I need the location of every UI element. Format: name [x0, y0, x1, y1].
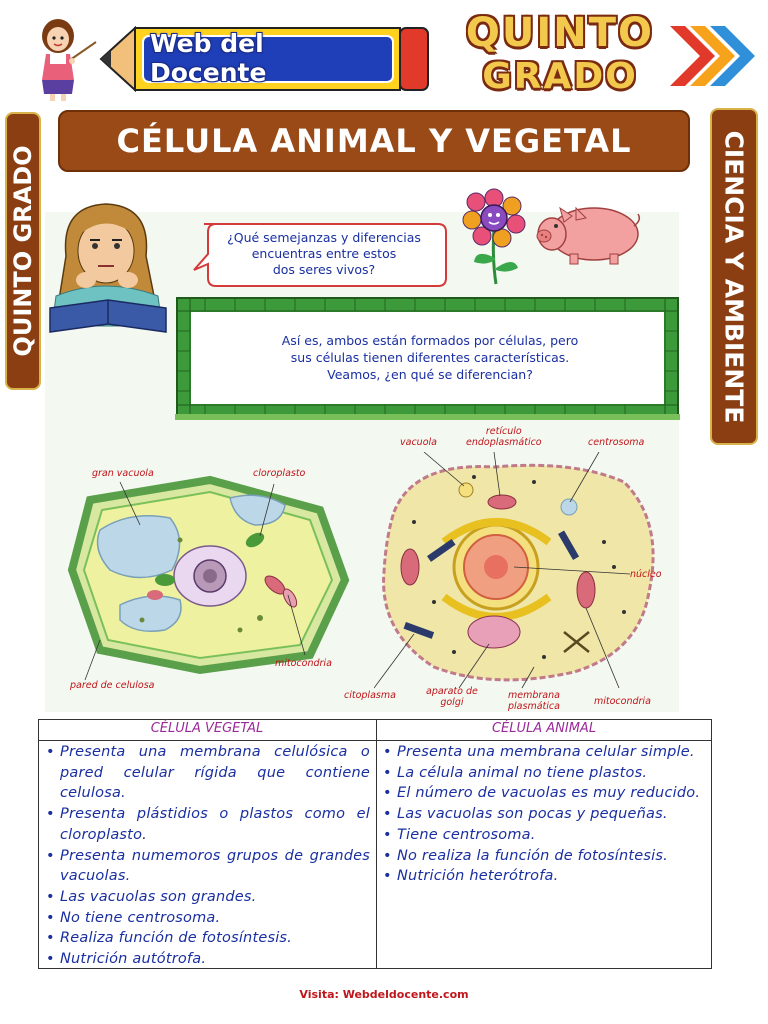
list-item-text: No tiene centrosoma. — [60, 909, 221, 926]
bubble-question — [205, 230, 443, 278]
list-item-text: Nutrición autótrofa. — [60, 951, 207, 968]
label-vacuola: vacuola — [400, 437, 437, 448]
label-membrana — [508, 690, 560, 712]
label-line: endoplasmático — [466, 437, 542, 448]
list-item: • Nutrición autótrofa. — [46, 951, 207, 968]
page-title: CÉLULA ANIMAL Y VEGETAL — [116, 122, 632, 160]
right-side-banner — [710, 108, 758, 445]
bubble-line: ¿Qué semejanzas y diferencias — [227, 230, 421, 245]
list-item: • Las vacuolas son pocas y pequeñas. — [383, 806, 668, 823]
list-item-text: Presenta numemoros grupos de grandes vacuolas. — [60, 847, 370, 885]
label-centrosoma: centrosoma — [588, 437, 645, 448]
teacher-mascot — [28, 14, 100, 102]
label-reticulo — [466, 426, 542, 448]
label-gran-vacuola: gran vacuola — [92, 468, 154, 479]
frame-explanation — [210, 332, 650, 383]
list-item: • Presenta una membrana celulósica o pared celular rígida que contiene celulosa. — [46, 744, 370, 802]
list-item-text: Presenta una membrana celular simple. — [397, 744, 695, 760]
left-side-label: QUINTO GRADO — [9, 145, 37, 357]
list-item: • El número de vacuolas es muy reducido. — [383, 785, 701, 802]
bubble-line: dos seres vivos? — [272, 262, 376, 277]
vegetal-list — [44, 742, 370, 970]
list-item-text: La célula animal no tiene plastos. — [397, 764, 648, 781]
list-item: • Presenta una membrana celular simple. — [383, 744, 695, 760]
table-header-animal: CÉLULA ANIMAL — [491, 721, 597, 736]
list-item-text: Presenta una membrana celulósica o pared celular rígida que contiene celulosa. — [60, 744, 370, 802]
label-line: retículo — [485, 426, 522, 437]
list-item-text: El número de vacuolas es muy reducido. — [397, 785, 701, 802]
list-item-text: Tiene centrosoma. — [397, 826, 536, 843]
right-side-label: CIENCIA Y AMBIENTE — [719, 130, 749, 423]
label-line: plasmática — [508, 701, 560, 712]
list-item: • La célula animal no tiene plastos. — [383, 764, 648, 781]
list-item-text: Las vacuolas son pocas y pequeñas. — [397, 806, 668, 823]
label-citoplasma: citoplasma — [344, 690, 396, 701]
bubble-line: encuentras entre estos — [251, 246, 397, 261]
reading-girl-illustration — [46, 196, 172, 336]
label-cloroplasto: cloroplasto — [253, 468, 306, 479]
label-pared-celulosa: pared de celulosa — [70, 680, 155, 691]
table-header-divider — [38, 740, 712, 741]
grade-title-line1: QUINTO — [465, 10, 655, 56]
footer-link[interactable]: Visita: Webdeldocente.com — [299, 988, 469, 1001]
label-line: membrana — [508, 690, 560, 701]
list-item-text: Las vacuolas son grandes. — [60, 888, 257, 905]
list-item: • Las vacuolas son grandes. — [46, 888, 257, 905]
list-item-text: Presenta plástidios o plastos como el cloroplasto. — [60, 806, 370, 843]
list-item-text: Nutrición heterótrofa. — [397, 868, 559, 885]
list-item: • Tiene centrosoma. — [383, 826, 536, 843]
list-item: • Realiza función de fotosíntesis. — [46, 930, 292, 947]
label-plant-mitocondria: mitocondria — [275, 658, 332, 669]
frame-line: Así es, ambos están formados por células, pero — [281, 333, 579, 348]
label-nucleo: núcleo — [630, 569, 662, 580]
animal-cell-diagram — [374, 452, 670, 692]
flower-illustration — [456, 188, 532, 288]
list-item-text: No realiza la función de fotosíntesis. — [397, 847, 668, 864]
label-animal-mitocondria: mitocondria — [594, 696, 651, 707]
list-item: • Presenta plástidios o plastos como el cloroplasto. — [46, 806, 370, 843]
pig-illustration — [534, 196, 644, 266]
label-golgi — [426, 686, 478, 708]
grade-title-line2: GRADO — [482, 56, 638, 97]
animal-list — [381, 742, 706, 887]
list-item-text: Realiza función de fotosíntesis. — [60, 930, 292, 947]
plant-cell-diagram — [60, 470, 360, 680]
list-item: • No tiene centrosoma. — [46, 909, 221, 926]
label-line: aparato de — [426, 686, 478, 697]
title-banner — [58, 110, 690, 172]
label-line: golgi — [440, 697, 464, 708]
table-header-vegetal: CÉLULA VEGETAL — [150, 721, 264, 736]
table-column-divider — [376, 719, 377, 969]
brand-logo-text[interactable]: Web del Docente — [150, 29, 267, 87]
frame-line: Veamos, ¿en qué se diferencian? — [327, 367, 533, 382]
list-item: • Nutrición heterótrofa. — [383, 868, 559, 885]
frame-line: sus células tienen diferentes características. — [290, 350, 570, 365]
list-item: • Presenta numemoros grupos de grandes vacuolas. — [46, 847, 370, 885]
list-item: • No realiza la función de fotosíntesis. — [383, 847, 668, 864]
left-side-banner — [5, 112, 41, 390]
